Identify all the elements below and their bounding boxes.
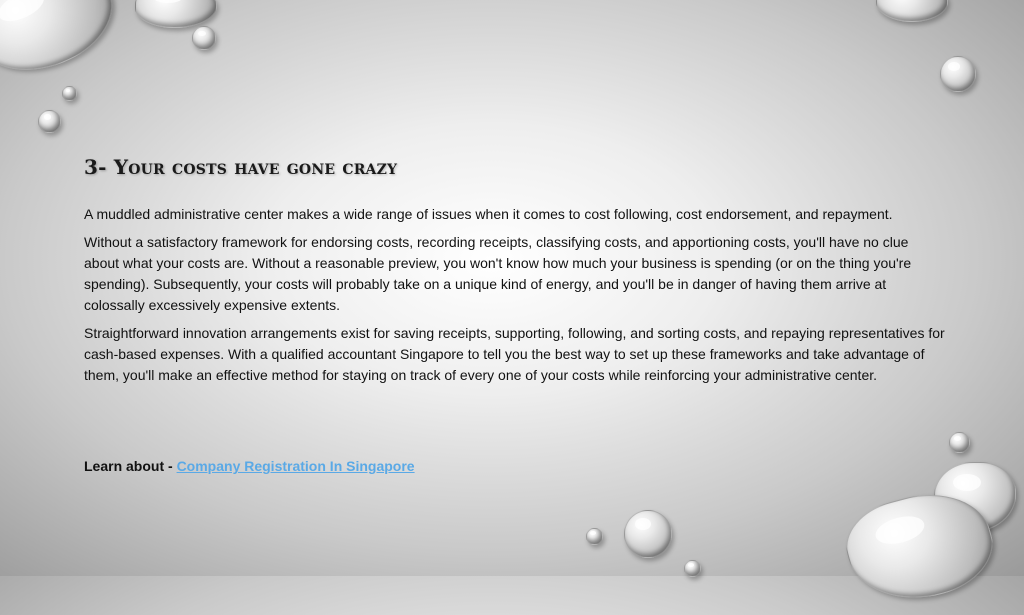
learn-about-label: Learn about - <box>84 458 177 474</box>
water-drop-decoration <box>192 26 216 50</box>
water-drop-decoration <box>684 560 701 577</box>
paragraph: Without a satisfactory framework for endorsing costs, recording receipts, classifying costs, and apportioning costs, you'll have no clue about what your costs are. Without a reasonable preview, you won't know how much your business is spending (or on the thing you're spending). Subsequently, your costs will probably take on a unique kind of energy, and you'll be in danger of having them arrive at colossally excessively expensive extents. <box>84 234 912 313</box>
water-drop-decoration <box>38 110 61 133</box>
slide-body <box>84 204 946 393</box>
water-drop-decoration <box>0 0 128 92</box>
company-registration-link[interactable]: Company Registration In Singapore <box>176 458 415 474</box>
water-drop-decoration <box>876 0 948 22</box>
paragraph: Straightforward innovation arrangements exist for saving receipts, supporting, following, and sorting costs, and repaying representatives for cash-based expenses. With a qualified accountant Singapore to tell you the best way to set up these frameworks and take advantage of them, you'll make an effective method for staying on track of every one of your costs while reinforcing your administrative center. <box>84 325 945 383</box>
slide-title: 3- Your costs have gone crazy <box>84 155 398 179</box>
water-drop-decoration <box>135 0 217 28</box>
water-drop-decoration <box>586 528 603 545</box>
water-drop-decoration <box>949 432 970 453</box>
water-drop-decoration <box>62 86 77 101</box>
paragraph: A muddled administrative center makes a wide range of issues when it comes to cost following, cost endorsement, and repayment. <box>84 206 893 222</box>
water-drop-decoration <box>940 56 976 92</box>
water-drop-decoration <box>624 510 672 558</box>
learn-about-line <box>84 458 415 474</box>
